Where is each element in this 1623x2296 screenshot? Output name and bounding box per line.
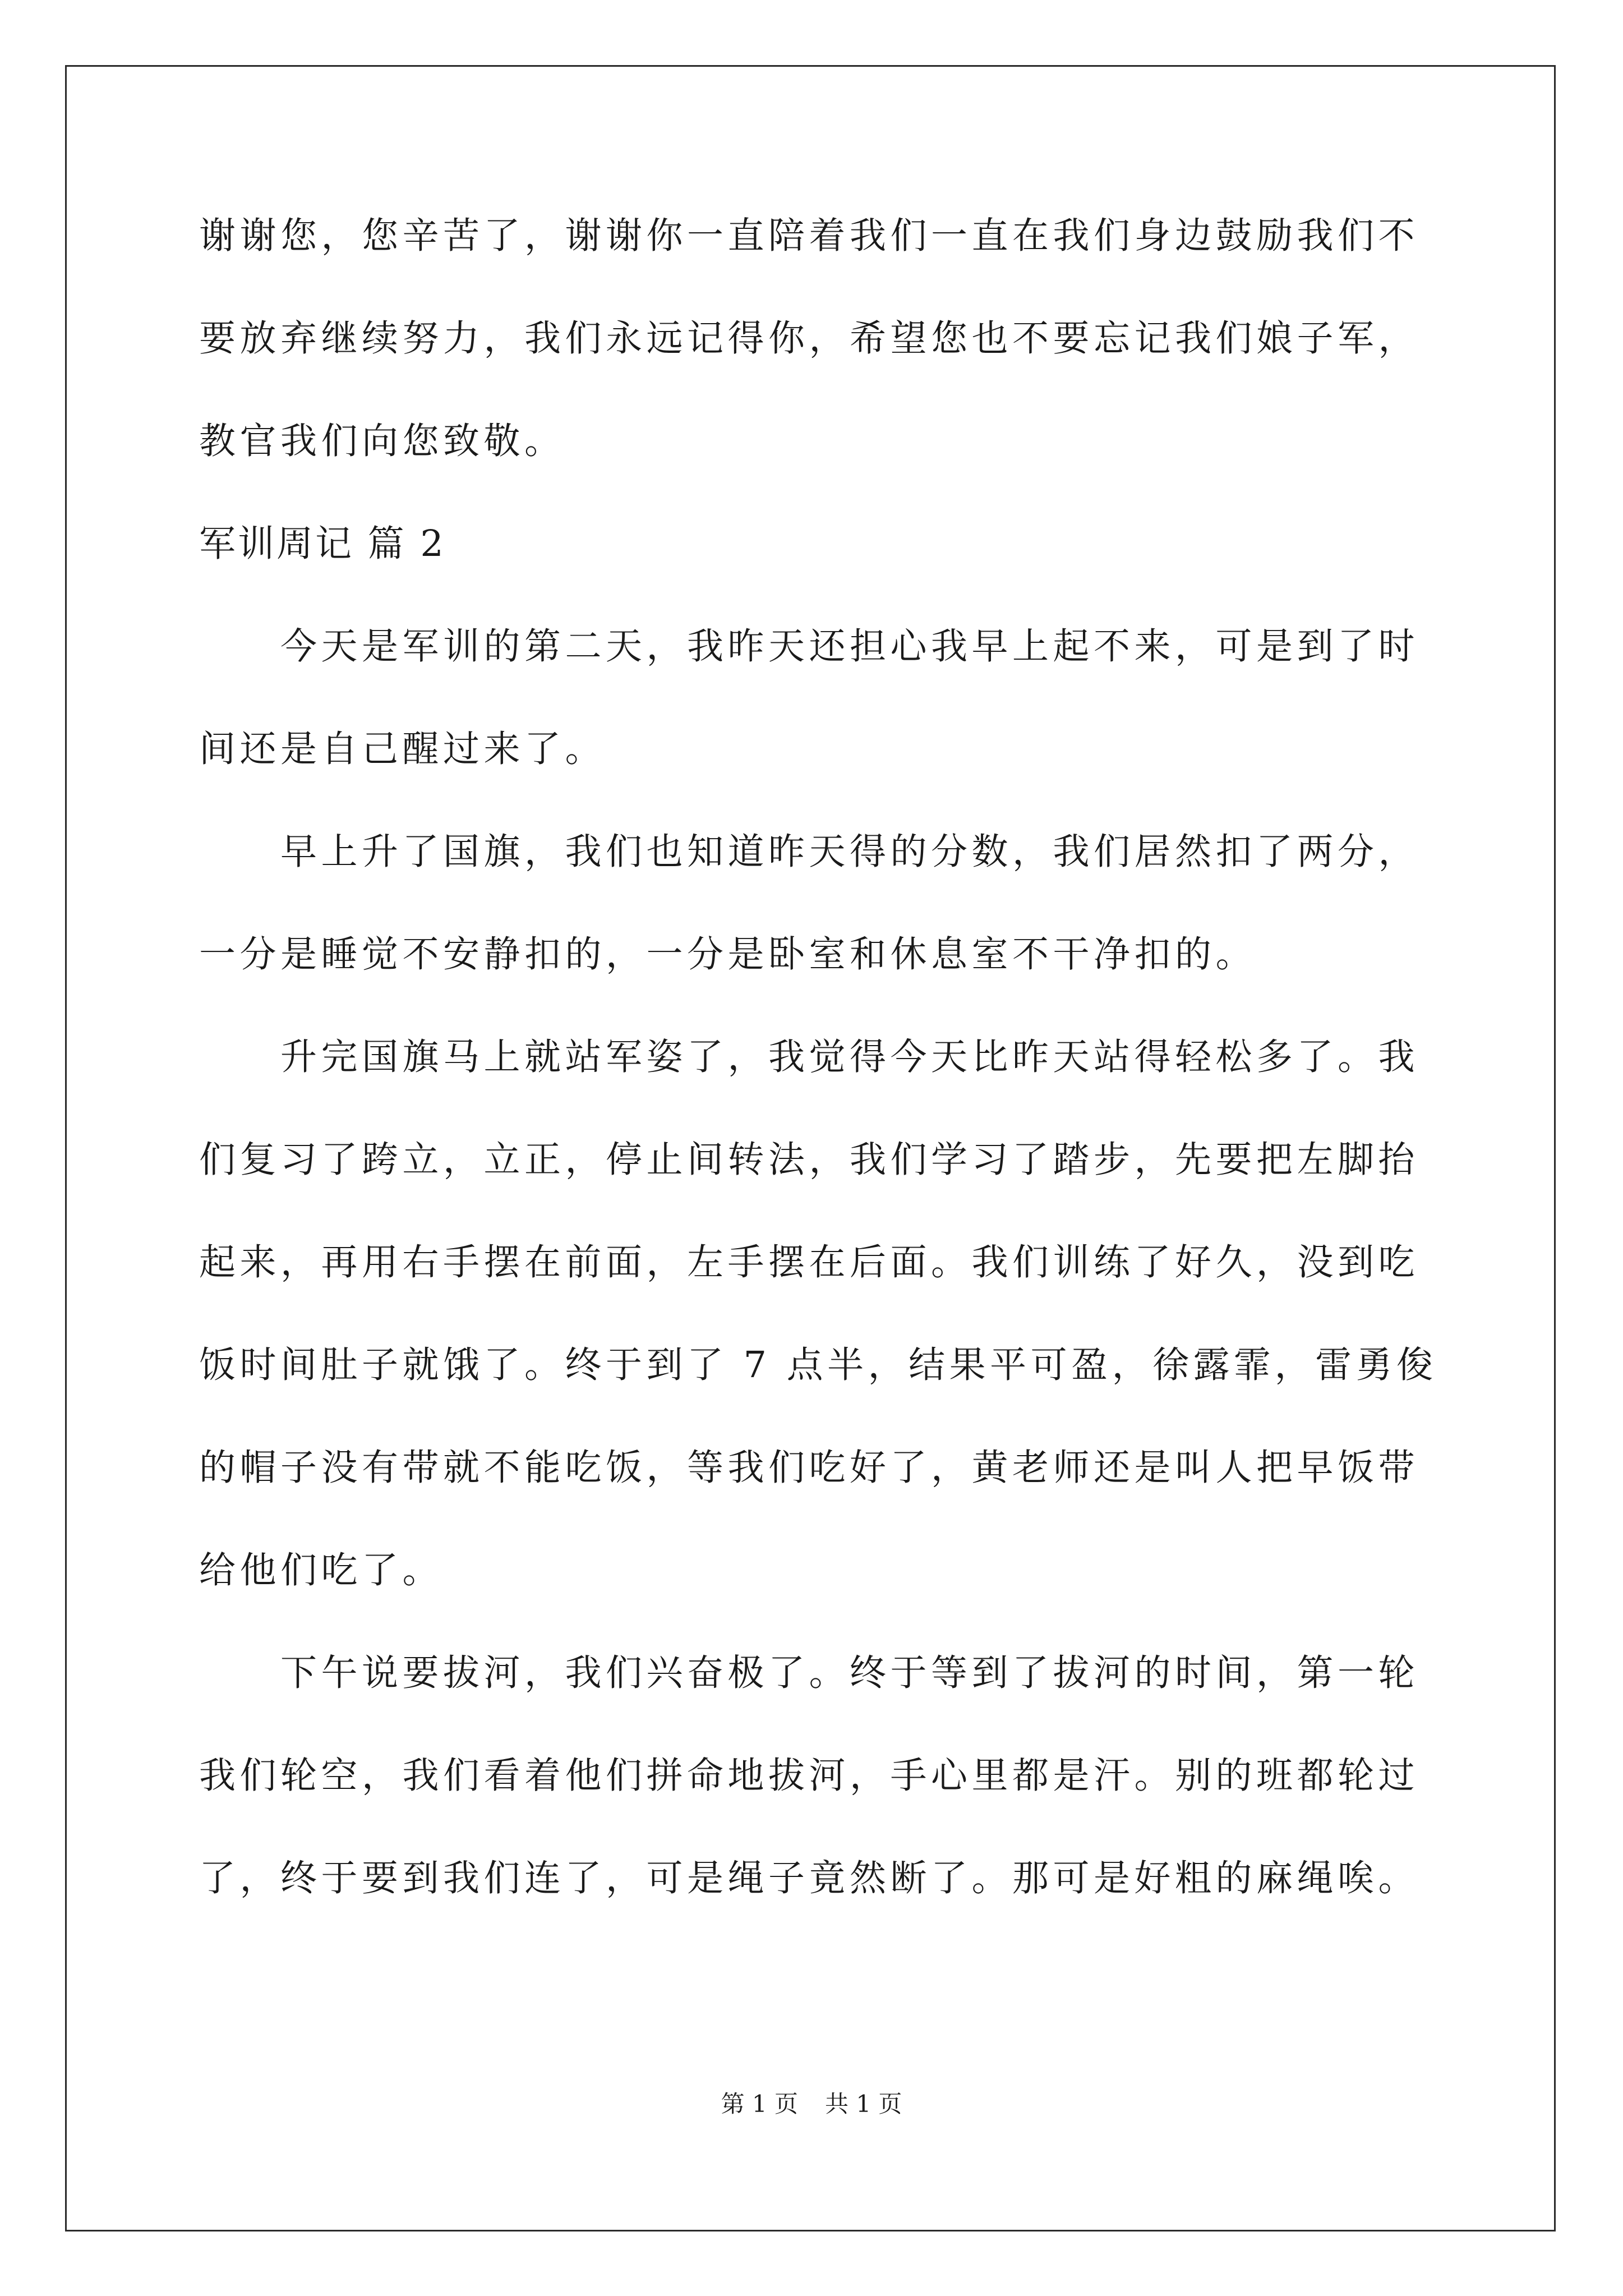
paragraph-line: 早上升了国旗，我们也知道昨天得的分数，我们居然扣了两分，	[280, 831, 1419, 873]
paragraph-line: 间还是自己醒过来了。	[199, 728, 606, 770]
paragraph-line: 的帽子没有带就不能吃饭，等我们吃好了，黄老师还是叫人把早饭带	[199, 1447, 1419, 1489]
paragraph-line: 一分是睡觉不安静扣的，一分是卧室和休息室不干净扣的。	[199, 933, 1257, 976]
paragraph-line: 下午说要拔河，我们兴奋极了。终于等到了拔河的时间，第一轮	[280, 1652, 1419, 1694]
page-footer	[0, 2092, 1623, 2116]
paragraph-line: 起来，再用右手摆在前面，左手摆在后面。我们训练了好久，没到吃	[199, 1241, 1419, 1283]
section-heading: 军训周记 篇 2	[199, 523, 446, 565]
page-total: 共 1 页	[825, 2090, 902, 2118]
paragraph-line: 我们轮空，我们看着他们拼命地拔河，手心里都是汗。别的班都轮过	[199, 1755, 1419, 1797]
paragraph-line: 升完国旗马上就站军姿了，我觉得今天比昨天站得轻松多了。我	[280, 1036, 1419, 1078]
paragraph-line: 饭时间肚子就饿了。终于到了 7 点半，结果平可盈，徐露霏，雷勇俊	[199, 1344, 1437, 1386]
document-body	[199, 215, 1437, 1899]
paragraph-line: 今天是军训的第二天，我昨天还担心我早上起不来，可是到了时	[280, 625, 1419, 668]
paragraph-line: 谢谢您，您辛苦了，谢谢你一直陪着我们一直在我们身边鼓励我们不	[199, 215, 1419, 257]
paragraph-line: 们复习了跨立，立正，停止间转法，我们学习了踏步，先要把左脚抬	[199, 1139, 1419, 1181]
paragraph-line: 给他们吃了。	[199, 1549, 444, 1591]
page-number: 第 1 页	[721, 2090, 798, 2118]
paragraph-line: 了，终于要到我们连了，可是绳子竟然断了。那可是好粗的麻绳唉。	[199, 1857, 1419, 1899]
paragraph-line: 要放弃继续努力，我们永远记得你，希望您也不要忘记我们娘子军，	[199, 318, 1419, 360]
paragraph-line: 教官我们向您致敬。	[199, 420, 565, 462]
